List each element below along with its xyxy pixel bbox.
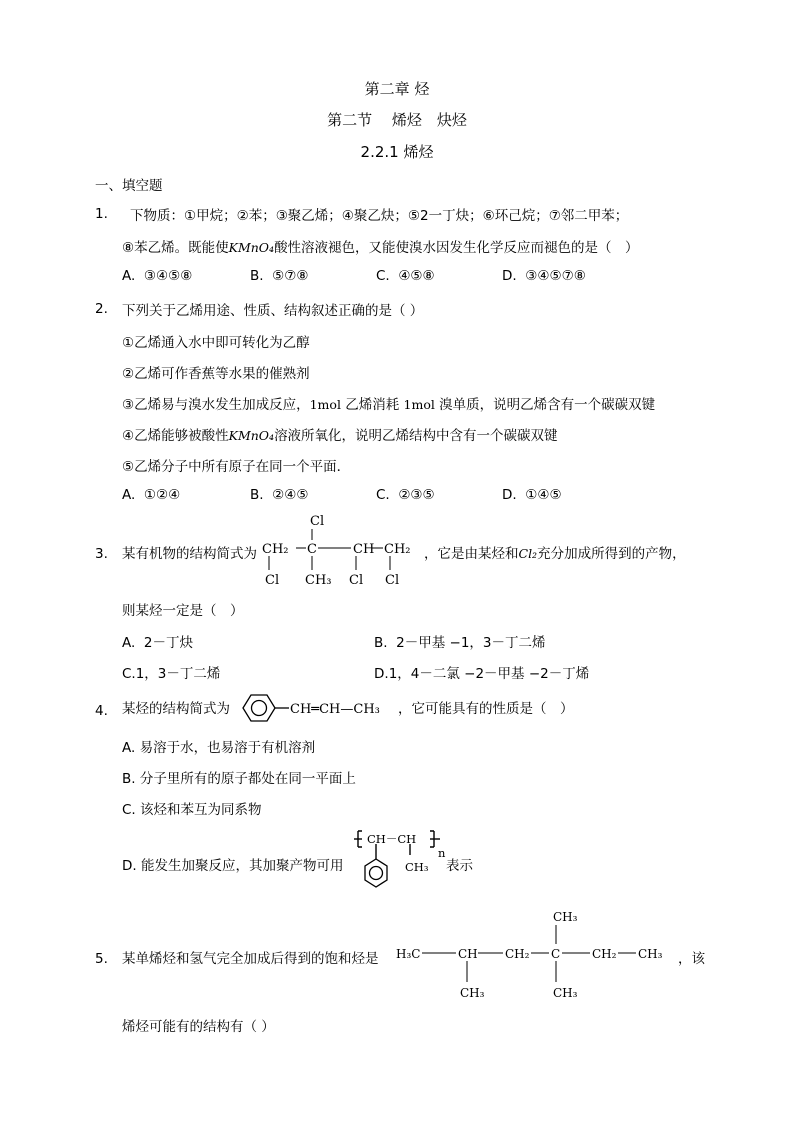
struct-ch: CH [353, 542, 375, 557]
polymer-n: n [438, 846, 446, 860]
question-stem-line2: 则某烃一定是（ ） [122, 603, 244, 619]
statement-5: ⑤乙烯分子中所有原子在同一个平面． [122, 459, 351, 475]
option-d[interactable]: D.1，4－二氯 −2－甲基 −2－丁烯 [374, 666, 590, 682]
benzene-ring-icon [365, 859, 387, 887]
part-title: 一、填空题 [95, 178, 163, 194]
option-c[interactable]: C. 该烃和苯互为同系物 [122, 802, 262, 818]
structure-formula [396, 906, 678, 1002]
option-c[interactable]: C.1，3－丁二烯 [122, 666, 221, 682]
statement-4: ④乙烯能够被酸性KMnO₄溶液所氧化，说明乙烯结构中含有一个碳碳双键 [122, 428, 558, 444]
question-stem-b: ，它是由某烃和Cl₂充分加成所得到的产物， [424, 546, 686, 562]
structure-formula [237, 688, 397, 728]
svg-text:CH₂: CH₂ [592, 947, 617, 961]
structure-formula [262, 510, 422, 590]
question-number: 4. [95, 703, 108, 719]
option-b[interactable]: B. ⑤⑦⑧ [250, 268, 309, 284]
question-stem-b: ，它可能具有的性质是（ ） [398, 701, 574, 717]
statement-1: ①乙烯通入水中即可转化为乙醇 [122, 335, 310, 351]
option-c[interactable]: C. ④⑤⑧ [376, 268, 435, 284]
option-d[interactable]: D. ①④⑤ [502, 487, 562, 503]
struct-cl-1: Cl [265, 573, 280, 588]
option-a[interactable]: A. ③④⑤⑧ [122, 268, 193, 284]
chain-text: CH═CH—CH₃ [290, 702, 380, 717]
option-d-tail: 表示 [446, 858, 473, 874]
polymer-structure [354, 825, 446, 905]
struct-cl-top: Cl [310, 514, 325, 529]
section-title: 第二节 烯烃 炔烃 [327, 111, 467, 129]
benzene-ring-icon [243, 695, 289, 721]
struct-cl-3: Cl [385, 573, 400, 588]
option-b[interactable]: B. ②④⑤ [250, 487, 309, 503]
struct-ch3: CH₃ [305, 573, 332, 588]
svg-text:CH₃: CH₃ [460, 986, 485, 1000]
polymer-methyl: CH₃ [405, 860, 429, 874]
formula: Cl₂ [518, 546, 538, 561]
svg-text:CH₃: CH₃ [638, 947, 663, 961]
question-stem-a: 某单烯烃和氢气完全加成后得到的饱和烃是 [122, 951, 379, 967]
question-stem-line2: ⑧苯乙烯。既能使KMnO₄酸性溶液褪色，又能使溴水因发生化学反应而褪色的是（ ） [122, 240, 639, 256]
option-d[interactable]: D. 能发生加聚反应，其加聚产物可用 [122, 858, 344, 874]
formula: KMnO₄ [228, 240, 275, 255]
question-stem-a: 某有机物的结构简式为 [122, 546, 257, 562]
svg-text:H₃C: H₃C [396, 947, 421, 961]
struct-ch2-right: CH₂ [384, 542, 411, 557]
question-stem: 下列关于乙烯用途、性质、结构叙述正确的是（ ） [122, 303, 424, 319]
question-stem-line2: 烯烃可能有的结构有（ ） [122, 1019, 275, 1035]
struct-cl-2: Cl [349, 573, 364, 588]
statement-2: ②乙烯可作香蕉等水果的催熟剂 [122, 366, 310, 382]
question-stem-tail: ，该 [678, 951, 705, 967]
question-stem-a: 某烃的结构简式为 [122, 701, 230, 717]
struct-c-center: C [307, 542, 317, 557]
chapter-title: 第二章 烃 [364, 80, 430, 98]
question-number: 3. [95, 546, 108, 562]
question-number: 1. [95, 206, 108, 222]
question-number: 2. [95, 301, 108, 317]
question-number: 5. [95, 951, 108, 967]
subsection-title: 2.2.1 烯烃 [360, 143, 434, 161]
svg-text:CH₃: CH₃ [553, 910, 578, 924]
option-b[interactable]: B. 分子里所有的原子都处在同一平面上 [122, 771, 356, 787]
option-d[interactable]: D. ③④⑤⑦⑧ [502, 268, 586, 284]
svg-text:CH₂: CH₂ [505, 947, 530, 961]
svg-text:CH₃: CH₃ [553, 986, 578, 1000]
struct-ch2-left: CH₂ [262, 542, 289, 557]
statement-3: ③乙烯易与溴水发生加成反应，1mol 乙烯消耗 1mol 溴单质，说明乙烯含有一个碳碳双键 [122, 397, 656, 413]
svg-text:CH: CH [458, 947, 478, 961]
option-a[interactable]: A. ①②④ [122, 487, 181, 503]
option-a[interactable]: A. 易溶于水，也易溶于有机溶剂 [122, 740, 316, 756]
question-stem-line1: 下物质：①甲烷；②苯；③聚乙烯；④聚乙炔；⑤2一丁炔；⑥环己烷；⑦邻二甲苯； [130, 208, 629, 224]
formula: KMnO₄ [228, 428, 275, 443]
svg-text:C: C [551, 947, 561, 961]
option-c[interactable]: C. ②③⑤ [376, 487, 435, 503]
option-a[interactable]: A. 2－丁炔 [122, 635, 193, 651]
polymer-unit: CH－CH [367, 832, 417, 846]
option-b[interactable]: B. 2－甲基 −1，3－丁二烯 [374, 635, 546, 651]
